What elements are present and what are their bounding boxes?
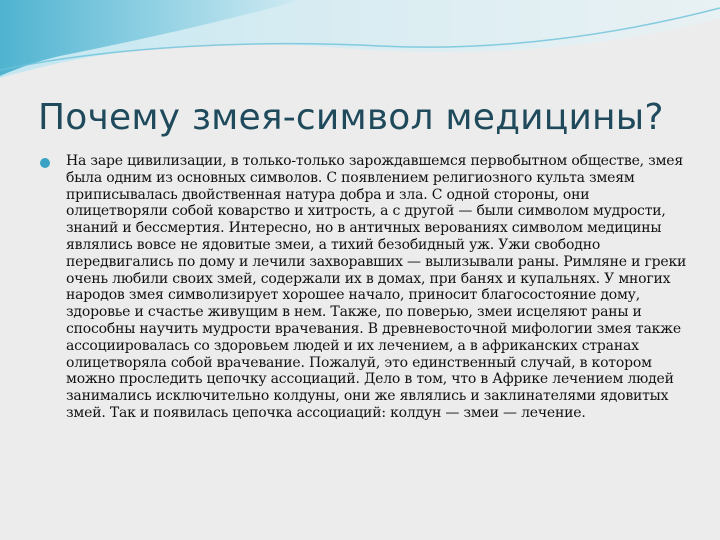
slide-title: Почему змея-символ медицины? (38, 97, 664, 138)
bullet-text: На заре цивилизации, в только-только зарождавшемся первобытном обществе, змея была одним из основных символов. С появлением религиозного культа змеям приписывалась двойственная натура добра и зла. С одной стороны, они олицетворяли собой коварство и хитрость, а с другой — были символом мудрости, знаний и бессмертия. Интересно, но в античных верованиях символом медицины являлись вовсе не ядовитые змеи, а тихий безобидный уж. Ужи свободно передвигались по дому и лечили захворавших — вылизывали раны. Римляне и греки очень любили своих змей, содержали их в домах, при банях и купальнях. У многих народов змея символизирует хорошее начало, приносит благосостояние дому, здоровье и счастье живущим в нем. Также, по поверью, змеи исцеляют раны и способны научить мудрости врачевания. В древневосточной мифологии змея также ассоциировалась со здоровьем людей и их лечением, а в африканских странах олицетворяла собой врачевание. Пожалуй, это единственный случай, в котором можно проследить цепочку ассоциаций. Дело в том, что в Африке лечением людей занимались исключительно колдуны, они же являлись и заклинателями ядовитых змей. Так и появилась цепочка ассоциаций: колдун — змеи — лечение. (66, 153, 687, 421)
bullet-list (40, 153, 690, 422)
bullet-dot-icon (40, 158, 50, 168)
